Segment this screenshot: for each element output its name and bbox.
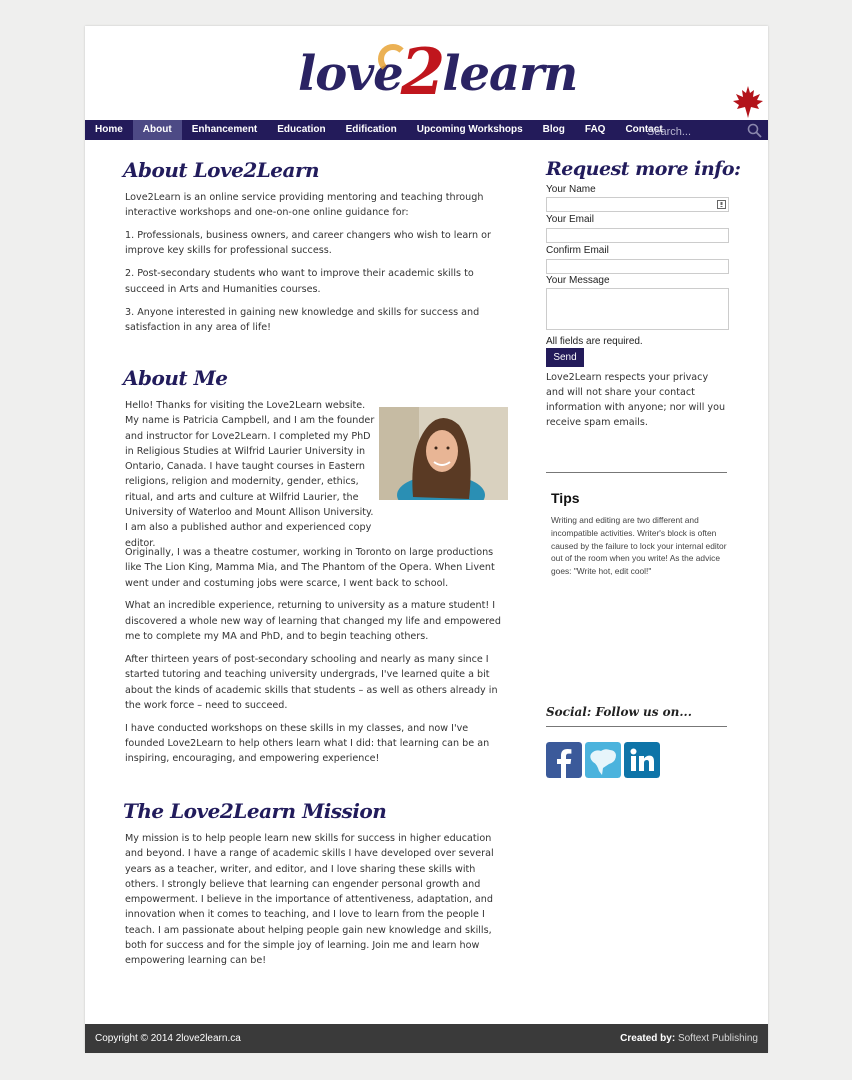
- name-field[interactable]: [546, 197, 729, 212]
- privacy-note: Love2Learn respects your privacy and will not share your contact information with anyone; nor will you receive spam emails.: [546, 372, 726, 428]
- site-footer: [85, 1024, 768, 1053]
- sidebar-divider: [546, 472, 727, 473]
- about-me-intro: Hello! Thanks for visiting the Love2Learn website. My name is Patricia Campbell, and I am the founder and instructor for Love2Learn. I completed my PhD in Religious Studies at Wilfrid Laurier University in Ontario, Canada. I have taught courses in Eastern religions, religion and modernity, gender, ethics, ritual, and arts and culture at Wilfrid Laurier, the University of Waterloo and Mount Allison University. I am also a published author and experienced copy editor.: [125, 400, 375, 549]
- nav-item-education[interactable]: Education: [277, 124, 326, 135]
- maple-leaf-icon: [730, 84, 766, 120]
- tips-text: Writing and editing are two different and incompatible activities. Writer's block is often caused by the failure to lock your internal editor out of the room when you write! As the advice goes: "Write hot, edit cool!": [551, 515, 727, 577]
- send-button[interactable]: Send: [546, 348, 584, 367]
- created-by-label: Created by:: [620, 1033, 676, 1044]
- main-navigation: [85, 120, 768, 140]
- nav-item-contact[interactable]: Contact: [625, 124, 663, 135]
- about-me-paragraph: After thirteen years of post-secondary schooling and nearly as many since I started tutoring and teaching university undergrads, I've learned quite a bit about the kinds of academic skills that students – as well as others already in the work force – need to succeed.: [125, 653, 498, 711]
- nav-item-blog[interactable]: Blog: [542, 124, 565, 135]
- social-heading: Social: Follow us on...: [546, 705, 692, 719]
- about-paragraph: 2. Post-secondary students who want to improve their academic skills to succeed in Arts and Humanities courses.: [125, 268, 474, 295]
- tips-heading: Tips: [551, 490, 580, 506]
- message-label: Your Message: [546, 275, 610, 286]
- page-container: [85, 26, 768, 1052]
- about-paragraph: 3. Anyone interested in gaining new knowledge and skills for success and satisfaction in any area of life!: [125, 306, 480, 333]
- about-paragraph: 1. Professionals, business owners, and career changers who wish to learn or improve key skills for professional success.: [125, 230, 491, 257]
- search-icon[interactable]: [747, 123, 762, 138]
- autofill-icon[interactable]: [717, 200, 726, 209]
- about-paragraph: Love2Learn is an online service providing mentoring and teaching through interactive workshops and one-on-one online guidance for:: [125, 192, 484, 219]
- nav-item-edification[interactable]: Edification: [345, 124, 397, 135]
- about-me-paragraph: What an incredible experience, returning to university as a mature student! I discovered a whole new way of learning that changed my life and empowered me to complete my MA and PhD, and to begin teaching others.: [125, 600, 501, 643]
- site-logo[interactable]: [298, 34, 578, 110]
- nav-item-upcoming-workshops[interactable]: Upcoming Workshops: [416, 124, 523, 135]
- nav-item-home[interactable]: Home: [95, 124, 123, 135]
- linkedin-icon[interactable]: [624, 742, 660, 778]
- message-field[interactable]: [546, 288, 729, 330]
- mission-paragraph: My mission is to help people learn new skills for success in higher education and beyond. I have a range of academic skills I have developed over several years as a teacher, writer, and editor, and I love sharing these skills with others. I strongly believe that learning can engender personal growth and empowerment. I believe in the importance of attentiveness, adaptation, and innovation when it comes to teaching, and I love to learn from the people I teach. I am passionate about helping people gain new knowledge and skills, both for success and for the simple joy of learning. Join me and learn how empowering learning can be!: [125, 833, 494, 967]
- about-heading: About Love2Learn: [123, 158, 320, 182]
- credits: [620, 1024, 758, 1053]
- copyright-text: Copyright © 2014 2love2learn.ca: [95, 1033, 241, 1044]
- logo-text-love: love: [298, 46, 403, 102]
- search-box: [645, 120, 768, 140]
- social-divider: [546, 726, 727, 727]
- portrait-image: [379, 407, 508, 500]
- name-label: Your Name: [546, 184, 596, 195]
- confirm-email-label: Confirm Email: [546, 245, 609, 256]
- nav-item-enhancement[interactable]: Enhancement: [191, 124, 258, 135]
- mission-heading: The Love2Learn Mission: [123, 799, 387, 823]
- about-section: [125, 190, 510, 343]
- about-me-paragraph: Originally, I was a theatre costumer, working in Toronto on large productions like The Lion King, Mamma Mia, and The Phantom of the Opera. When Livent went under and costuming jobs were scarce, I went back to school.: [125, 547, 495, 589]
- email-label: Your Email: [546, 214, 594, 225]
- required-note: All fields are required.: [546, 336, 643, 347]
- facebook-icon[interactable]: [546, 742, 582, 778]
- logo-text-learn: learn: [442, 46, 578, 102]
- confirm-email-field[interactable]: [546, 259, 729, 274]
- profile-photo: [379, 407, 508, 500]
- nav-item-about[interactable]: About: [133, 120, 182, 140]
- logo-text-2: 2: [400, 34, 445, 110]
- nav-item-faq[interactable]: FAQ: [584, 124, 606, 135]
- about-me-paragraph: I have conducted workshops on these skills in my classes, and now I've founded Love2Learn to help others learn what I did: that learning can be an inspiring, encouraging, and empowering experience!: [125, 722, 490, 765]
- request-info-heading: Request more info:: [546, 158, 741, 180]
- email-field[interactable]: [546, 228, 729, 243]
- created-by-link[interactable]: Softext Publishing: [677, 1033, 758, 1044]
- twitter-icon[interactable]: [585, 742, 621, 778]
- about-me-section: [125, 545, 510, 774]
- about-me-heading: About Me: [123, 366, 228, 390]
